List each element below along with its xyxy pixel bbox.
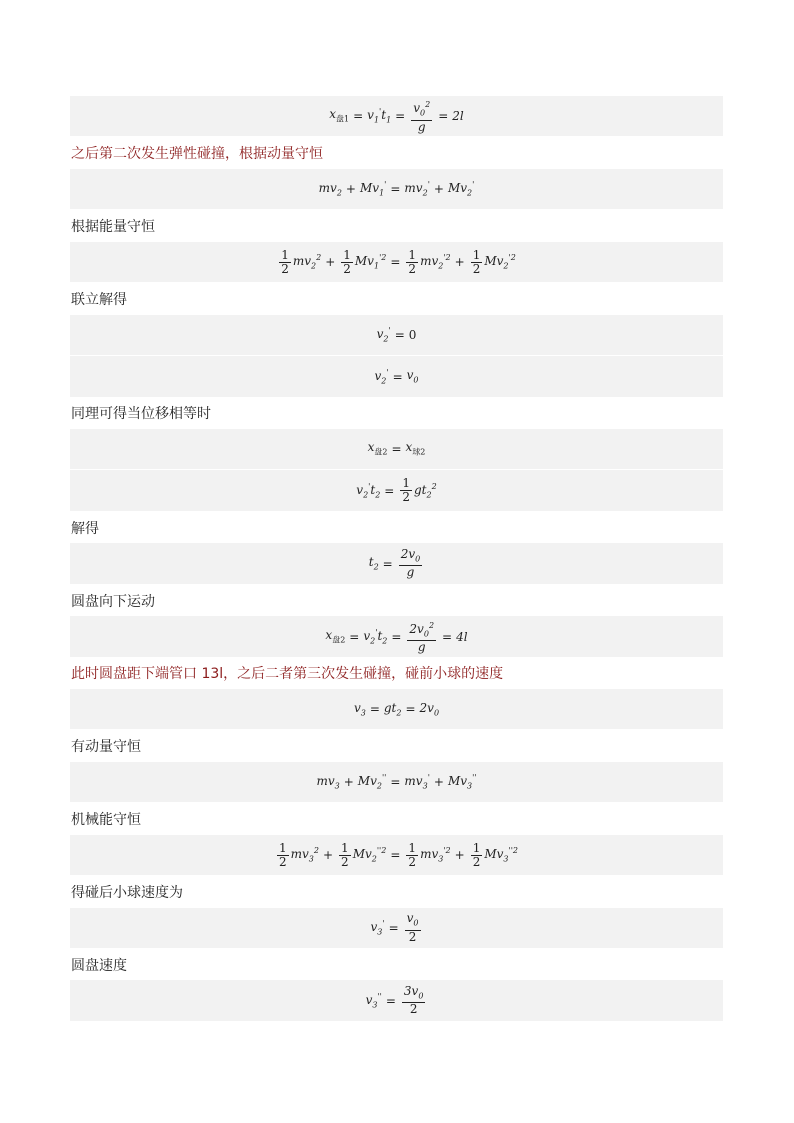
equation-energy-2: $\frac{1}{2}$ $mv_2^2$ + $\frac{1}{2}$ $Mv_1^{'2}$ = $\frac{1}{2}$ $mv_2^{'2}$ + $\frac{1}{2}$ $Mv_2^{'2}$	[70, 242, 723, 282]
equation-momentum-2: $mv_2$ + $Mv_1'$ = $mv_2'$ + $Mv_2'$	[70, 169, 723, 209]
equation-v3-prime: $v_3'$ = $\frac{v_0}{2}$	[70, 908, 723, 948]
equation-v3: $v_3$ = $gt_2$ = $2v_0$	[70, 689, 723, 729]
equation-v3-double-prime: $v_3''$ = $\frac{3v_0}{2}$	[70, 980, 723, 1021]
text-third-collision: 此时圆盘距下端管口 13l，之后二者第三次发生碰撞，碰前小球的速度	[71, 666, 504, 682]
equation-v2t2: $v_2't_2$ = $\frac{1}{2}$ $gt_2^2$	[70, 470, 723, 511]
text-momentum-conservation: 有动量守恒	[71, 739, 141, 755]
equation-v2-prime: $v_2'$ = 0	[70, 315, 723, 355]
text-ball-velocity-after: 得碰后小球速度为	[71, 885, 183, 901]
equation-t2: $t_2$ = $\frac{2v_0}{g}$	[70, 543, 723, 584]
equation-x-equal: $x_{盘2}$ = $x_{球2}$	[70, 429, 723, 469]
text-solve-together: 联立解得	[71, 292, 127, 308]
equation-v2-double-prime: $v_2'$ = $v_0$	[70, 356, 723, 397]
text-mechanical-energy: 机械能守恒	[71, 812, 141, 828]
text-disk-velocity: 圆盘速度	[71, 958, 127, 974]
text-second-collision: 之后第二次发生弹性碰撞，根据动量守恒	[71, 146, 323, 162]
equation-x-pan1: $x_{盘1}$ = $v_1't_1$ = $\frac{v_0^2}{g}$ = 2l	[70, 96, 723, 136]
text-energy-conservation: 根据能量守恒	[71, 219, 155, 235]
equation-momentum-3: $mv_3$ + $Mv_2''$ = $mv_3'$ + $Mv_3''$	[70, 762, 723, 802]
text-solved: 解得	[71, 521, 99, 537]
equation-x-pan2: $x_{盘2}$ = $v_2't_2$ = $\frac{2v_0^2}{g}$ = 4l	[70, 616, 723, 657]
equation-energy-3: $\frac{1}{2}$ $mv_3^2$ + $\frac{1}{2}$ $Mv_2^{''2}$ = $\frac{1}{2}$ $mv_3^{'2}$ + $\frac{1}{2}$ $Mv_3^{''2}$	[70, 835, 723, 875]
text-disk-down: 圆盘向下运动	[71, 594, 155, 610]
text-same-displacement: 同理可得当位移相等时	[71, 406, 211, 422]
